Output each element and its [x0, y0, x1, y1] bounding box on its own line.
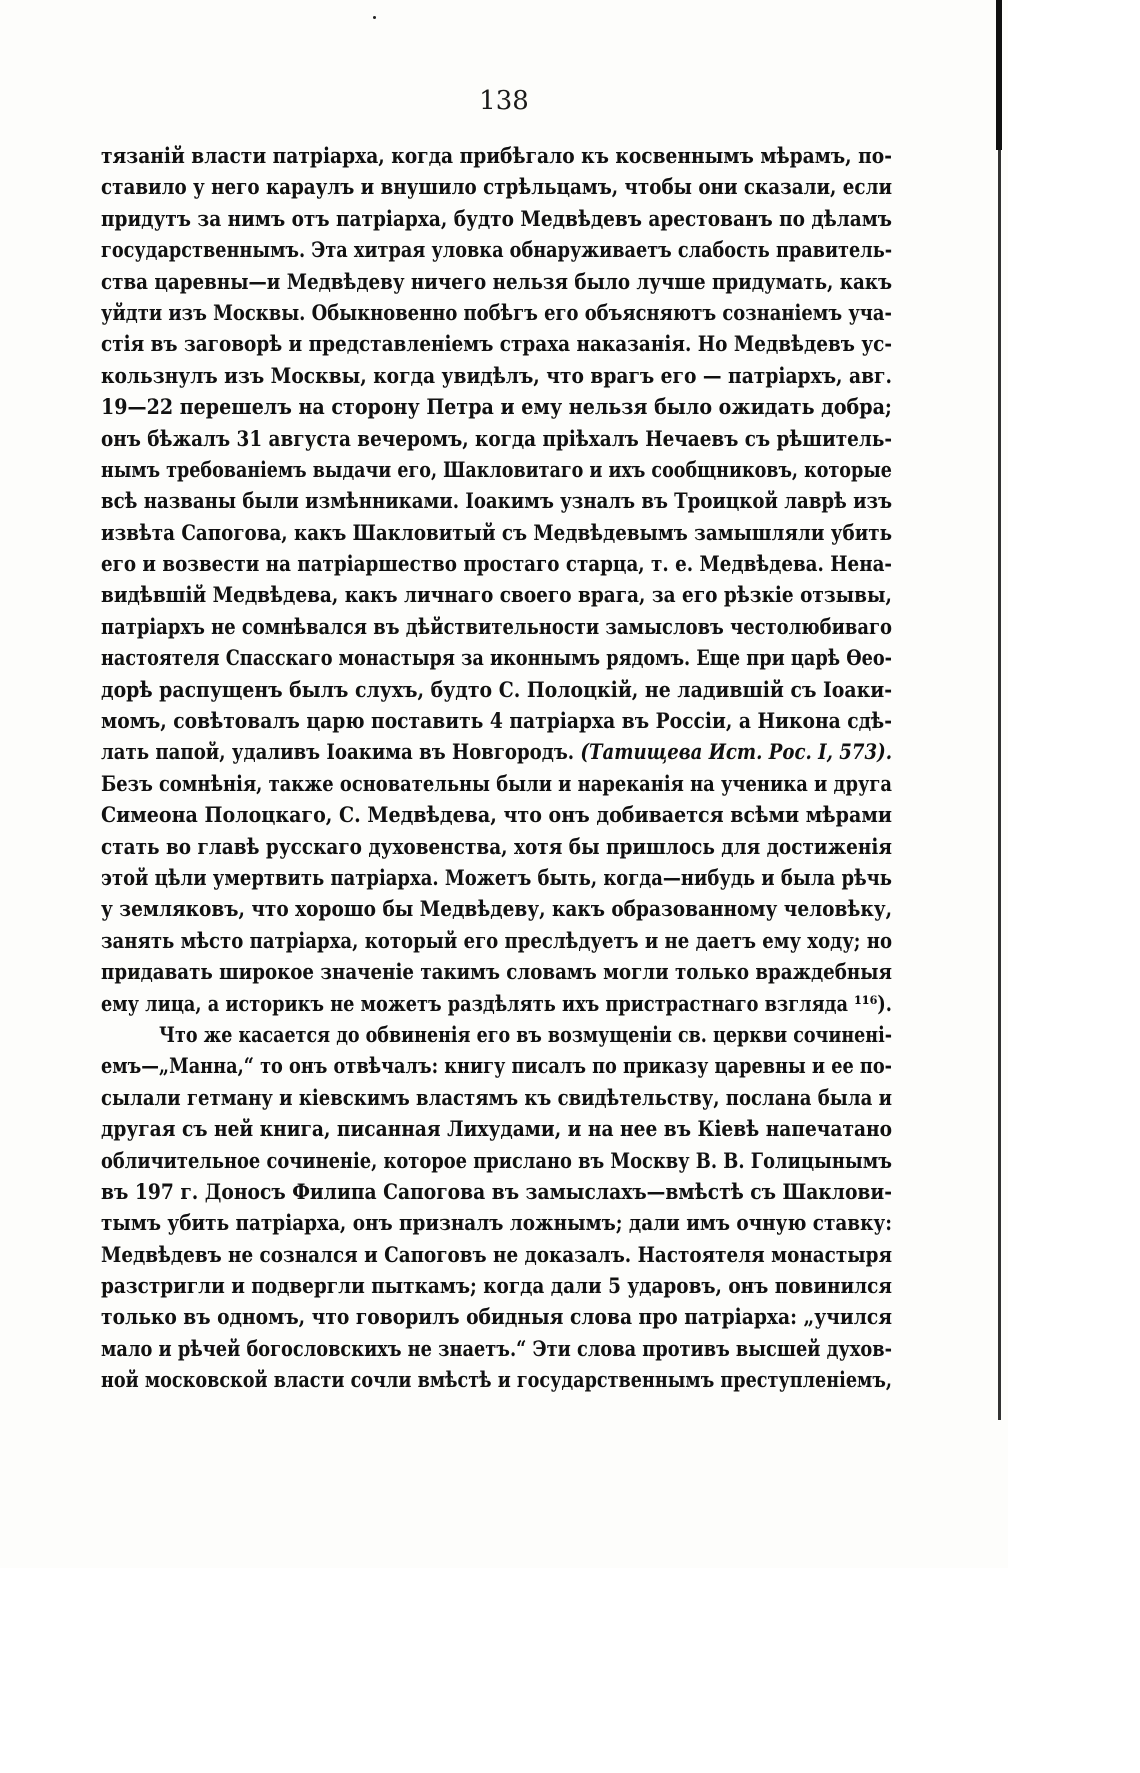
print-speck [373, 16, 376, 19]
paragraph-first-line: Что же касается до обвиненія его въ возмущеніи св. церкви сочинені- [159, 1021, 893, 1047]
text-line: Симеона Полоцкаго, С. Медвѣдева, что онъ добивается всѣми мѣрами [101, 802, 892, 828]
citation: (Татищева Ист. Рос. I, 573). [580, 739, 893, 765]
text-line: всѣ названы были измѣнниками. Іоакимъ узналъ въ Троицкой лаврѣ изъ [101, 488, 892, 514]
text-line: ему лица, а историкъ не можетъ раздѣлять ихъ пристрастнаго взгляда ¹¹⁶). [101, 990, 892, 1016]
text-line: настоятеля Спасскаго монастыря за иконнымъ рядомъ. Еще при царѣ Ѳео- [101, 645, 892, 671]
text-line: въ 197 г. Доносъ Филипа Сапогова въ замыслахъ—вмѣстѣ съ Шаклови- [101, 1178, 893, 1204]
text-line: занять мѣсто патріарха, который его преслѣдуетъ и не даетъ ему ходу; но [101, 927, 893, 953]
text-line: стать во главѣ русскаго духовенства, хотя бы пришлось для достиженія [101, 833, 893, 859]
scan-edge-shadow-top [996, 0, 1002, 150]
text-line: дорѣ распущенъ былъ слухъ, будто С. Полоцкій, не ладившій съ Іоаки- [101, 676, 893, 702]
text-line: Безъ сомнѣнія, также основательны были и нареканія на ученика и друга [101, 770, 892, 796]
text-line: уйдти изъ Москвы. Обыкновенно побѣгъ его объясняютъ сознаніемъ уча- [101, 299, 892, 325]
text-line: патріархъ не сомнѣвался въ дѣйствительности замысловъ честолюбиваго [101, 613, 892, 639]
text-line: видѣвшій Медвѣдева, какъ личнаго своего врага, за его рѣзкіе отзывы, [101, 582, 892, 608]
text-line: тымъ убить патріарха, онъ призналъ ложнымъ; дали имъ очную ставку: [101, 1210, 893, 1236]
text-line: мало и рѣчей богословскихъ не знаетъ.“ Эти слова противъ высшей духов- [101, 1335, 892, 1361]
text-line: ства царевны—и Медвѣдеву ничего нельзя было лучше придумать, какъ [101, 268, 893, 294]
text-line: 19—22 перешелъ на сторону Петра и ему нельзя было ожидать добра; [101, 394, 892, 420]
text-line: кользнулъ изъ Москвы, когда увидѣлъ, что врагъ его — патріархъ, авг. [101, 362, 892, 388]
text-line: государственнымъ. Эта хитрая уловка обнаруживаетъ слабость правитель- [101, 237, 893, 263]
text-line: Медвѣдевъ не сознался и Сапоговъ не доказалъ. Настоятеля монастыря [101, 1241, 893, 1267]
text-line: сылали гетману и кіевскимъ властямъ къ свидѣтельству, послана была и [101, 1084, 892, 1110]
text-line-part: лать папой, удаливъ Іоакима въ Новгородъ. [101, 739, 575, 765]
page-number: 138 [479, 86, 529, 116]
text-line: разстригли и подвергли пыткамъ; когда дали 5 ударовъ, онъ повинился [101, 1273, 893, 1299]
text-line: обличительное сочиненіе, которое прислано въ Москву В. В. Голицынымъ [101, 1147, 892, 1173]
text-line: придавать широкое значеніе такимъ словамъ могли только враждебныя [101, 959, 892, 985]
text-line: этой цѣли умертвить патріарха. Можетъ быть, когда—нибудь и была рѣчь [101, 864, 893, 890]
text-line: другая съ ней книга, писанная Лихудами, и на нее въ Кіевѣ напечатано [101, 1116, 893, 1142]
text-line: онъ бѣжалъ 31 августа вечеромъ, когда пріѣхалъ Нечаевъ съ рѣшитель- [101, 425, 892, 451]
text-line: ной московской власти сочли вмѣстѣ и государственнымъ преступленіемъ, [101, 1367, 892, 1393]
text-line: емъ—„Манна,“ то онъ отвѣчалъ: книгу писалъ по приказу царевны и ее по- [101, 1053, 892, 1079]
text-line: только въ одномъ, что говорилъ обидныя слова про патріарха: „учился [101, 1304, 893, 1330]
text-line: момъ, совѣтовалъ царю поставить 4 патріарха въ Россіи, а Никона сдѣ- [101, 708, 892, 734]
text-line: тязаній власти патріарха, когда прибѣгало къ косвеннымъ мѣрамъ, по- [101, 143, 892, 168]
text-line-with-citation [101, 736, 892, 767]
text-line: придутъ за нимъ отъ патріарха, будто Медвѣдевъ арестованъ по дѣламъ [101, 205, 892, 231]
text-line: ставило у него караулъ и внушило стрѣльцамъ, чтобы они сказали, если [101, 174, 893, 200]
text-line: его и возвести на патріаршество простаго старца, т. е. Медвѣдева. Нена- [101, 551, 893, 577]
text-line: у земляковъ, что хорошо бы Медвѣдеву, какъ образованному человѣку, [101, 896, 893, 922]
scan-edge-shadow [998, 150, 1001, 1420]
text-line: нымъ требованіемъ выдачи его, Шакловитаго и ихъ сообщниковъ, которые [101, 456, 892, 482]
text-line: извѣта Сапогова, какъ Шакловитый съ Медвѣдевымъ замышляли убить [101, 519, 892, 545]
text-line: стія въ заговорѣ и представленіемъ страха наказанія. Но Медвѣдевъ ус- [101, 331, 892, 357]
body-text [101, 140, 892, 1396]
